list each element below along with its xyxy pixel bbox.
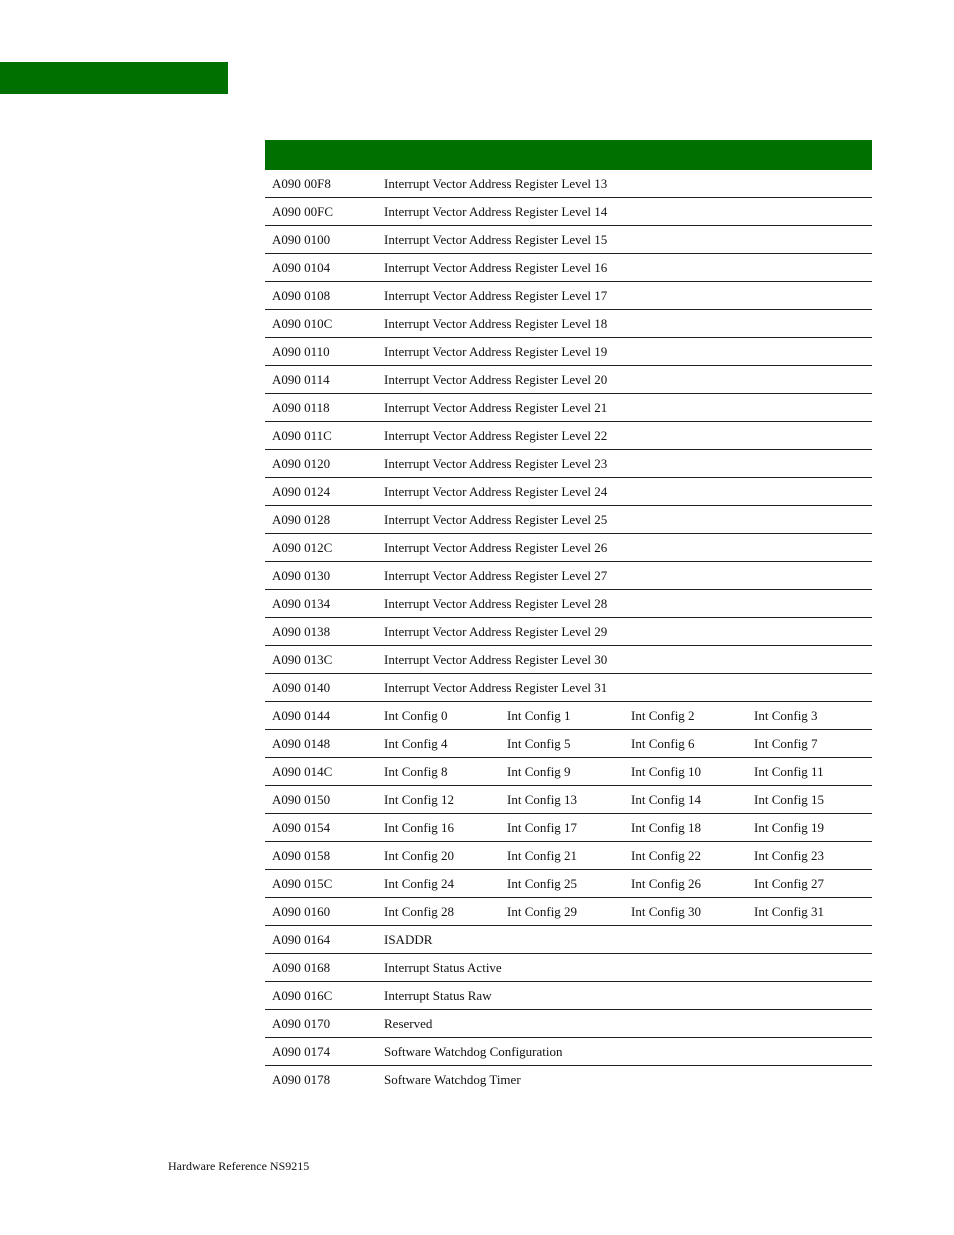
table-row <box>265 450 872 478</box>
int-config-field: Int Config 2 <box>631 708 695 723</box>
register-address: A090 011C <box>272 428 332 443</box>
table-row <box>265 422 872 450</box>
int-config-field: Int Config 21 <box>507 848 578 863</box>
register-address: A090 0170 <box>272 1016 331 1031</box>
register-address: A090 0148 <box>272 736 331 751</box>
register-description: Interrupt Vector Address Register Level 27 <box>384 568 608 583</box>
int-config-field: Int Config 18 <box>631 820 702 835</box>
register-description: Interrupt Vector Address Register Level 22 <box>384 428 608 443</box>
int-config-field: Int Config 12 <box>384 792 455 807</box>
register-description: Interrupt Status Active <box>384 960 502 975</box>
table-row <box>265 254 872 282</box>
register-address: A090 016C <box>272 988 333 1003</box>
int-config-field: Int Config 19 <box>754 820 825 835</box>
register-description: Software Watchdog Configuration <box>384 1044 563 1059</box>
table-row <box>265 730 872 758</box>
table-row <box>265 982 872 1010</box>
register-address: A090 00F8 <box>272 176 331 191</box>
table-row <box>265 1010 872 1038</box>
table-row <box>265 674 872 702</box>
int-config-field: Int Config 1 <box>507 708 571 723</box>
footer-text: Hardware Reference NS9215 <box>168 1159 310 1173</box>
table-row <box>265 366 872 394</box>
register-description: Interrupt Vector Address Register Level 30 <box>384 652 608 667</box>
register-description: ISADDR <box>384 932 433 947</box>
register-address: A090 0104 <box>272 260 331 275</box>
register-address: A090 0108 <box>272 288 331 303</box>
register-description: Interrupt Vector Address Register Level 18 <box>384 316 608 331</box>
table-row <box>265 646 872 674</box>
register-address: A090 0118 <box>272 400 330 415</box>
register-description: Interrupt Vector Address Register Level 20 <box>384 372 608 387</box>
table-row <box>265 170 872 198</box>
int-config-field: Int Config 15 <box>754 792 825 807</box>
register-description: Interrupt Vector Address Register Level 17 <box>384 288 608 303</box>
register-address: A090 0178 <box>272 1072 331 1087</box>
table-row <box>265 758 872 786</box>
register-description: Interrupt Vector Address Register Level 29 <box>384 624 608 639</box>
register-address: A090 0168 <box>272 960 331 975</box>
register-address: A090 013C <box>272 652 333 667</box>
int-config-field: Int Config 24 <box>384 876 455 891</box>
int-config-field: Int Config 23 <box>754 848 825 863</box>
register-address: A090 0138 <box>272 624 331 639</box>
register-description: Interrupt Vector Address Register Level 13 <box>384 176 608 191</box>
int-config-field: Int Config 9 <box>507 764 571 779</box>
register-address: A090 0158 <box>272 848 331 863</box>
int-config-field: Int Config 7 <box>754 736 818 751</box>
register-address: A090 0120 <box>272 456 331 471</box>
register-description: Interrupt Vector Address Register Level 19 <box>384 344 608 359</box>
register-address: A090 0164 <box>272 932 331 947</box>
int-config-field: Int Config 8 <box>384 764 448 779</box>
int-config-field: Int Config 30 <box>631 904 702 919</box>
int-config-field: Int Config 14 <box>631 792 702 807</box>
table-row <box>265 282 872 310</box>
table-row <box>265 226 872 254</box>
int-config-field: Int Config 10 <box>631 764 702 779</box>
table-row <box>265 618 872 646</box>
register-description: Interrupt Vector Address Register Level 24 <box>384 484 608 499</box>
table-row <box>265 310 872 338</box>
table-row <box>265 870 872 898</box>
register-address: A090 010C <box>272 316 333 331</box>
table-row <box>265 506 872 534</box>
register-address: A090 0150 <box>272 792 331 807</box>
int-config-field: Int Config 4 <box>384 736 448 751</box>
register-address: A090 014C <box>272 764 333 779</box>
register-description: Interrupt Vector Address Register Level 14 <box>384 204 608 219</box>
register-description: Reserved <box>384 1016 433 1031</box>
register-address: A090 0140 <box>272 680 331 695</box>
table-row <box>265 534 872 562</box>
table-row <box>265 1066 872 1094</box>
int-config-field: Int Config 29 <box>507 904 578 919</box>
register-description: Interrupt Vector Address Register Level 31 <box>384 680 608 695</box>
register-address: A090 0144 <box>272 708 331 723</box>
int-config-field: Int Config 6 <box>631 736 695 751</box>
table-row <box>265 842 872 870</box>
table-row <box>265 338 872 366</box>
table-row <box>265 786 872 814</box>
int-config-field: Int Config 26 <box>631 876 702 891</box>
int-config-field: Int Config 3 <box>754 708 818 723</box>
table-row <box>265 814 872 842</box>
register-description: Software Watchdog Timer <box>384 1072 521 1087</box>
int-config-field: Int Config 16 <box>384 820 455 835</box>
register-description: Interrupt Vector Address Register Level 16 <box>384 260 608 275</box>
table-row <box>265 478 872 506</box>
int-config-field: Int Config 11 <box>754 764 824 779</box>
register-description: Interrupt Vector Address Register Level 26 <box>384 540 608 555</box>
int-config-field: Int Config 25 <box>507 876 578 891</box>
register-address: A090 0160 <box>272 904 331 919</box>
register-address: A090 0134 <box>272 596 331 611</box>
register-description: Interrupt Vector Address Register Level 23 <box>384 456 608 471</box>
register-description: Interrupt Vector Address Register Level 25 <box>384 512 608 527</box>
table-body <box>265 170 872 1094</box>
int-config-field: Int Config 20 <box>384 848 455 863</box>
int-config-field: Int Config 5 <box>507 736 571 751</box>
int-config-field: Int Config 13 <box>507 792 578 807</box>
register-description: Interrupt Status Raw <box>384 988 492 1003</box>
register-address: A090 0110 <box>272 344 330 359</box>
table-row <box>265 562 872 590</box>
register-address: A090 00FC <box>272 204 334 219</box>
register-description: Interrupt Vector Address Register Level 21 <box>384 400 608 415</box>
int-config-field: Int Config 27 <box>754 876 825 891</box>
register-address: A090 0124 <box>272 484 331 499</box>
table-row <box>265 954 872 982</box>
table-row <box>265 702 872 730</box>
register-address: A090 015C <box>272 876 333 891</box>
int-config-field: Int Config 17 <box>507 820 578 835</box>
register-address: A090 0114 <box>272 372 330 387</box>
register-address: A090 012C <box>272 540 333 555</box>
int-config-field: Int Config 22 <box>631 848 702 863</box>
table-row <box>265 590 872 618</box>
table-row <box>265 1038 872 1066</box>
register-description: Interrupt Vector Address Register Level 15 <box>384 232 608 247</box>
int-config-field: Int Config 28 <box>384 904 455 919</box>
section-header-bar <box>0 62 228 94</box>
register-address: A090 0130 <box>272 568 331 583</box>
register-address: A090 0128 <box>272 512 331 527</box>
table-header-bar <box>265 140 872 170</box>
register-address-table <box>265 140 872 1094</box>
register-description: Interrupt Vector Address Register Level 28 <box>384 596 608 611</box>
int-config-field: Int Config 31 <box>754 904 825 919</box>
register-address: A090 0174 <box>272 1044 331 1059</box>
table-row <box>265 926 872 954</box>
table-row <box>265 898 872 926</box>
int-config-field: Int Config 0 <box>384 708 448 723</box>
table-row <box>265 198 872 226</box>
register-address: A090 0100 <box>272 232 331 247</box>
register-address: A090 0154 <box>272 820 331 835</box>
table-row <box>265 394 872 422</box>
